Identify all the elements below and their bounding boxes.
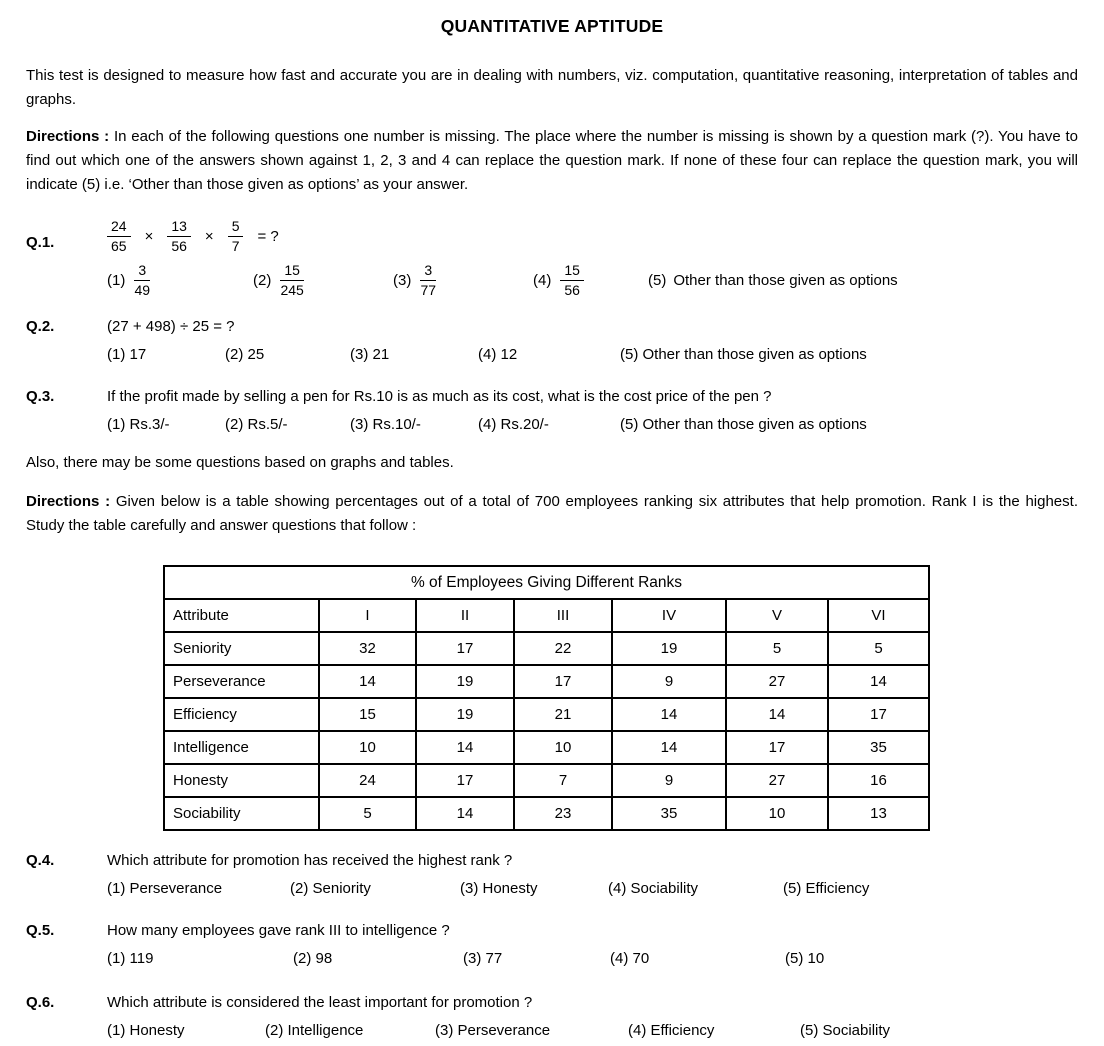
fraction-denominator: 56 <box>171 238 187 254</box>
value-cell: 5 <box>319 797 416 830</box>
value-cell: 14 <box>828 665 929 698</box>
attribute-cell: Perseverance <box>164 665 319 698</box>
option-number: (4) <box>533 272 552 289</box>
fraction <box>560 262 584 299</box>
question-3-options <box>107 413 1078 436</box>
option-4: (4) Sociability <box>608 880 699 897</box>
directions-1-text: In each of the following questions one number is missing. The place where the number is missing is shown by a question mark (?). You have to find out which one of the answers shown against 1, 2, 3 and 4 can replace the question mark. If none of these four can replace the question mark, you will indicate (5) i.e. ‘Other than those given as options’ as your answer. <box>26 128 1079 193</box>
question-2-label: Q.2. <box>26 318 55 335</box>
fraction-numerator: 5 <box>228 218 244 237</box>
column-header-rank-6: VI <box>828 599 929 632</box>
option-2: (2) 98 <box>293 950 333 967</box>
value-cell: 17 <box>416 632 514 665</box>
value-cell: 17 <box>828 698 929 731</box>
value-cell: 27 <box>726 764 828 797</box>
option-1: (1) 119 <box>107 950 154 967</box>
question-6-options <box>107 1019 1078 1042</box>
value-cell: 15 <box>319 698 416 731</box>
option-5: (5) 10 <box>785 950 825 967</box>
option-1 <box>107 262 253 299</box>
option-5: (5) Other than those given as options <box>620 416 867 433</box>
value-cell: 14 <box>416 731 514 764</box>
option-4: (4) Efficiency <box>628 1022 715 1039</box>
option-4: (4) Rs.20/- <box>478 416 549 433</box>
option-2: (2) Rs.5/- <box>225 416 288 433</box>
attribute-cell: Efficiency <box>164 698 319 731</box>
fraction-denominator: 49 <box>134 282 151 298</box>
option-3: (3) 21 <box>350 346 390 363</box>
fraction-denominator: 56 <box>564 282 580 298</box>
option-3 <box>393 262 533 299</box>
value-cell: 17 <box>514 665 612 698</box>
directions-2-label: Directions : <box>26 493 111 510</box>
question-5-options <box>107 947 1078 970</box>
fraction <box>420 262 436 299</box>
option-5: (5) Sociability <box>800 1022 891 1039</box>
option-1: (1) Honesty <box>107 1022 185 1039</box>
fraction <box>167 218 191 255</box>
option-number: (2) <box>253 272 272 289</box>
value-cell: 13 <box>828 797 929 830</box>
question-6-label: Q.6. <box>26 994 55 1011</box>
directions-1-label: Directions : <box>26 128 110 145</box>
column-header-rank-2: II <box>416 599 514 632</box>
fraction-numerator: 13 <box>167 218 191 237</box>
value-cell: 14 <box>319 665 416 698</box>
fraction <box>134 262 150 299</box>
question-2-text: (27 + 498) ÷ 25 = ? <box>107 318 235 335</box>
fraction <box>107 218 131 255</box>
column-header-rank-5: V <box>726 599 828 632</box>
value-cell: 19 <box>416 665 514 698</box>
value-cell: 35 <box>612 797 726 830</box>
table-row-sociability <box>164 797 929 830</box>
column-header-attribute: Attribute <box>164 599 319 632</box>
option-4: (4) 70 <box>610 950 650 967</box>
question-2 <box>26 315 1078 366</box>
option-text: Other than those given as options <box>673 272 898 289</box>
option-number: (1) <box>107 272 126 289</box>
value-cell: 35 <box>828 731 929 764</box>
table-row-seniority <box>164 632 929 665</box>
option-3: (3) Rs.10/- <box>350 416 421 433</box>
value-cell: 23 <box>514 797 612 830</box>
value-cell: 19 <box>416 698 514 731</box>
question-3 <box>26 385 1078 436</box>
option-2 <box>253 262 393 299</box>
attribute-cell: Sociability <box>164 797 319 830</box>
option-5: (5) Other than those given as options <box>620 346 867 363</box>
column-header-rank-3: III <box>514 599 612 632</box>
value-cell: 14 <box>612 698 726 731</box>
ranks-table <box>163 565 930 831</box>
question-4-label: Q.4. <box>26 852 55 869</box>
value-cell: 16 <box>828 764 929 797</box>
question-3-label: Q.3. <box>26 388 55 405</box>
value-cell: 14 <box>726 698 828 731</box>
question-5 <box>26 919 1078 970</box>
fraction-numerator: 15 <box>280 262 304 281</box>
attribute-cell: Honesty <box>164 764 319 797</box>
option-number: (3) <box>393 272 412 289</box>
option-1: (1) Rs.3/- <box>107 416 170 433</box>
value-cell: 17 <box>416 764 514 797</box>
value-cell: 9 <box>612 665 726 698</box>
option-5 <box>648 272 898 289</box>
attribute-cell: Intelligence <box>164 731 319 764</box>
intro-paragraph: This test is designed to measure how fast and accurate you are in dealing with numbers, viz. computation, quantitative reasoning, interpretation of tables and graphs. <box>26 67 1078 108</box>
question-1-label: Q.1. <box>26 234 55 251</box>
fraction-denominator: 77 <box>420 282 437 298</box>
fraction-denominator: 7 <box>231 238 240 254</box>
value-cell: 9 <box>612 764 726 797</box>
value-cell: 14 <box>612 731 726 764</box>
option-4 <box>533 262 648 299</box>
value-cell: 10 <box>726 797 828 830</box>
option-1: (1) Perseverance <box>107 880 223 897</box>
value-cell: 10 <box>319 731 416 764</box>
value-cell: 7 <box>514 764 612 797</box>
value-cell: 5 <box>828 632 929 665</box>
option-1: (1) 17 <box>107 346 147 363</box>
question-3-text: If the profit made by selling a pen for Rs.10 is as much as its cost, what is the cost price of the pen ? <box>107 388 772 405</box>
question-1 <box>26 216 1078 309</box>
fraction-denominator: 65 <box>111 238 127 254</box>
value-cell: 14 <box>416 797 514 830</box>
attribute-cell: Seniority <box>164 632 319 665</box>
table-header-row <box>164 599 929 632</box>
directions-2 <box>26 490 1078 538</box>
table-row-intelligence <box>164 731 929 764</box>
page-title: QUANTITATIVE APTITUDE <box>440 16 664 36</box>
directions-2-text: Given below is a table showing percentages out of a total of 700 employees ranking six attributes that help promotion. Rank I is the highest. Study the table carefully and answer questions that follow : <box>26 493 1078 534</box>
fraction-numerator: 3 <box>420 262 436 281</box>
option-3: (3) 77 <box>463 950 503 967</box>
value-cell: 21 <box>514 698 612 731</box>
equals-question-mark: = ? <box>257 228 279 245</box>
fraction <box>228 218 244 255</box>
multiply-sign: × <box>204 228 214 245</box>
also-note: Also, there may be some questions based on graphs and tables. <box>26 454 454 471</box>
value-cell: 27 <box>726 665 828 698</box>
question-6-text: Which attribute is considered the least important for promotion ? <box>107 994 533 1011</box>
fraction-numerator: 3 <box>134 262 150 281</box>
fraction-numerator: 24 <box>107 218 131 237</box>
question-1-options <box>107 262 1078 299</box>
option-3: (3) Perseverance <box>435 1022 551 1039</box>
question-2-options <box>107 343 1078 366</box>
option-2: (2) Seniority <box>290 880 371 897</box>
table-row-perseverance <box>164 665 929 698</box>
column-header-rank-1: I <box>319 599 416 632</box>
value-cell: 5 <box>726 632 828 665</box>
option-number: (5) <box>648 272 667 289</box>
value-cell: 19 <box>612 632 726 665</box>
table-caption-row <box>164 566 929 599</box>
question-4-options <box>107 877 1078 900</box>
value-cell: 22 <box>514 632 612 665</box>
fraction <box>280 262 304 299</box>
question-5-text: How many employees gave rank III to intelligence ? <box>107 922 450 939</box>
table-caption: % of Employees Giving Different Ranks <box>164 566 929 599</box>
option-2: (2) Intelligence <box>265 1022 364 1039</box>
question-1-equation <box>107 218 1078 255</box>
option-2: (2) 25 <box>225 346 265 363</box>
table-row-honesty <box>164 764 929 797</box>
value-cell: 24 <box>319 764 416 797</box>
directions-1 <box>26 125 1078 197</box>
table-row-efficiency <box>164 698 929 731</box>
value-cell: 17 <box>726 731 828 764</box>
multiply-sign: × <box>144 228 154 245</box>
column-header-rank-4: IV <box>612 599 726 632</box>
value-cell: 10 <box>514 731 612 764</box>
option-3: (3) Honesty <box>460 880 538 897</box>
question-5-label: Q.5. <box>26 922 55 939</box>
option-4: (4) 12 <box>478 346 518 363</box>
question-4-text: Which attribute for promotion has received the highest rank ? <box>107 852 513 869</box>
question-4 <box>26 849 1078 900</box>
option-5: (5) Efficiency <box>783 880 870 897</box>
fraction-numerator: 15 <box>560 262 584 281</box>
question-6 <box>26 991 1078 1042</box>
value-cell: 32 <box>319 632 416 665</box>
fraction-denominator: 245 <box>280 282 304 298</box>
